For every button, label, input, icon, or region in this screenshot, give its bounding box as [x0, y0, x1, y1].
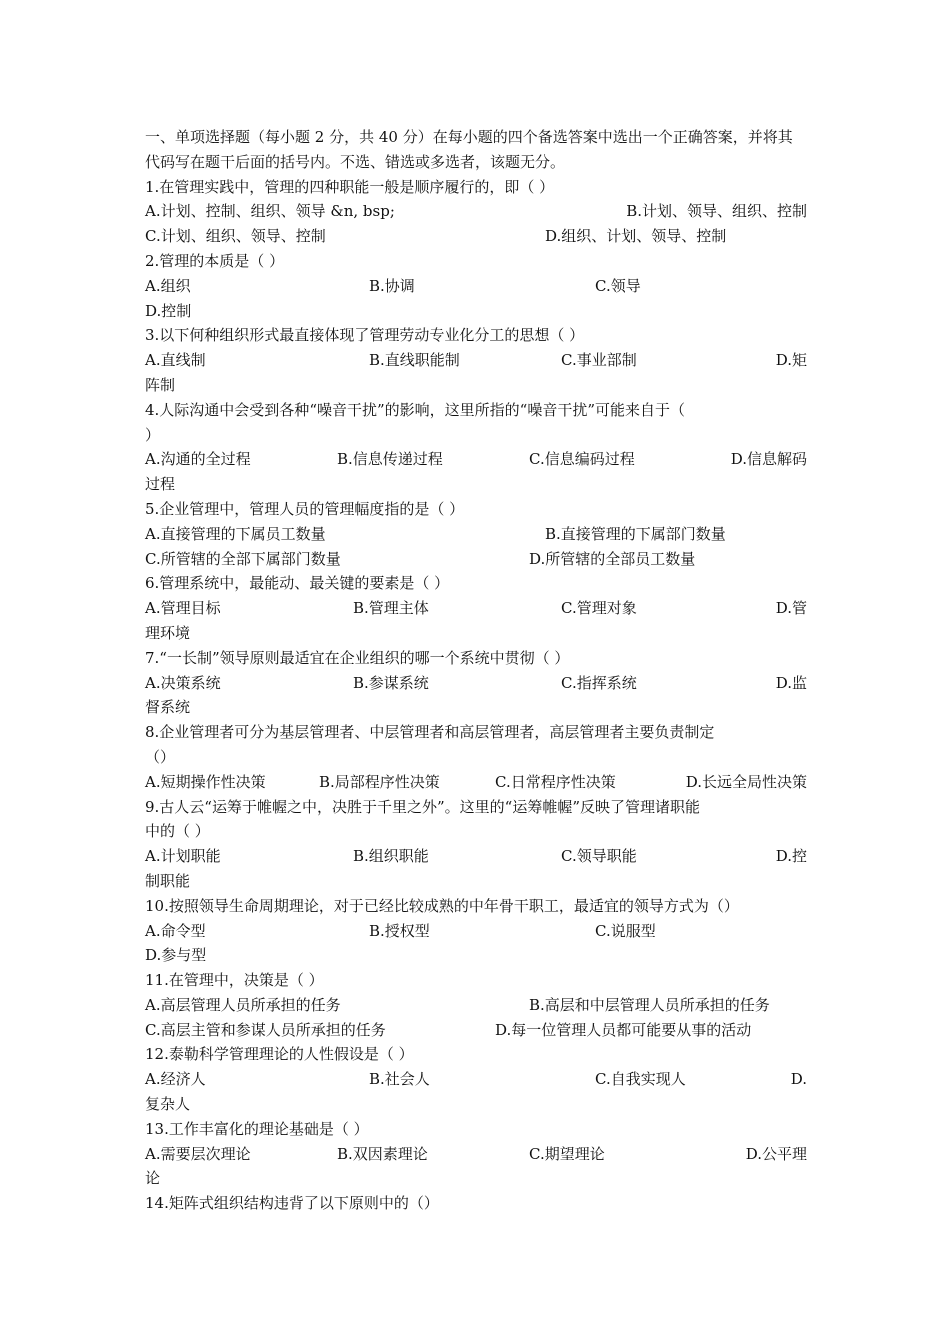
- option-wrap: 理环境: [145, 623, 191, 642]
- option-row: [145, 671, 807, 696]
- option-row: [145, 1142, 807, 1167]
- option-a: A.管理目标: [145, 599, 221, 618]
- section-heading: 一、单项选择题（每小题 2 分，共 40 分）在每小题的四个备选答案中选出一个正确答案，并将其代码写在题干后面的括号内。不选、错选或多选者，该题无分。: [145, 128, 793, 171]
- option-wrap: 督系统: [145, 698, 191, 717]
- question-stem: 6.管理系统中，最能动、最关键的要素是（ ）: [145, 574, 450, 593]
- option-d: D.控制: [145, 301, 192, 320]
- question-stem: 10.按照领导生命周期理论，对于已经比较成熟的中年骨干职工，最适宜的领导方式为（）: [145, 896, 739, 915]
- option-b: B.授权型: [369, 921, 430, 940]
- option-row: [145, 348, 807, 373]
- option-wrap: 论: [145, 1169, 161, 1188]
- option-d: D.每一位管理人员都可能要从事的活动: [495, 1020, 752, 1039]
- option-row: [145, 943, 807, 968]
- option-row: [145, 1067, 807, 1092]
- option-row: [145, 596, 807, 621]
- option-b: B.计划、领导、组织、控制: [626, 202, 807, 221]
- option-c: C.日常程序性决策: [495, 772, 616, 791]
- option-b: B.直线职能制: [369, 351, 460, 370]
- option-wrap: 制职能: [145, 871, 191, 890]
- option-d: D.组织、计划、领导、控制: [545, 227, 727, 246]
- option-d: D.公平理: [745, 1144, 807, 1163]
- question-stem: 8.企业管理者可分为基层管理者、中层管理者和高层管理者，高层管理者主要负责制定: [145, 723, 715, 742]
- option-a: A.沟通的全过程: [145, 450, 251, 469]
- option-a: A.直接管理的下属员工数量: [145, 524, 326, 543]
- option-a: A.计划、控制、组织、领导 &n, bsp;: [145, 202, 395, 221]
- option-wrap: 过程: [145, 475, 176, 494]
- question-stem: 12.泰勒科学管理理论的人性假设是（ ）: [145, 1045, 414, 1064]
- option-c: C.领导: [595, 276, 641, 295]
- question-stem: 9.古人云“运筹于帷幄之中，决胜于千里之外”。这里的“运筹帷幄”反映了管理诸职能: [145, 797, 700, 816]
- option-c: C.管理对象: [561, 599, 637, 618]
- option-b: B.直接管理的下属部门数量: [545, 524, 726, 543]
- option-c: C.计划、组织、领导、控制: [145, 227, 326, 246]
- option-c: C.说服型: [595, 921, 656, 940]
- option-row: [145, 993, 807, 1018]
- option-b: B.协调: [369, 276, 415, 295]
- question-stem: 3.以下何种组织形式最直接体现了管理劳动专业化分工的思想（ ）: [145, 326, 585, 345]
- question-stem: 11.在管理中，决策是（ ）: [145, 971, 324, 990]
- option-d: D.矩: [775, 351, 807, 370]
- option-row: [145, 547, 807, 572]
- document-body: [145, 125, 807, 1216]
- option-c: C.事业部制: [561, 351, 637, 370]
- option-row: [145, 1018, 807, 1043]
- question-stem: 1.在管理实践中，管理的四种职能一般是顺序履行的，即（ ）: [145, 177, 555, 196]
- option-row: [145, 274, 807, 299]
- option-c: C.信息编码过程: [529, 450, 635, 469]
- question-stem: 4.人际沟通中会受到各种“噪音干扰”的影响，这里所指的“噪音干扰”可能来自于（: [145, 400, 685, 419]
- option-c: C.高层主管和参谋人员所承担的任务: [145, 1020, 386, 1039]
- option-c: C.自我实现人: [595, 1070, 686, 1089]
- option-b: B.局部程序性决策: [319, 772, 440, 791]
- option-b: B.组织职能: [353, 847, 429, 866]
- option-row: [145, 770, 807, 795]
- option-d: D.长远全局性决策: [685, 772, 807, 791]
- option-row: [145, 844, 807, 869]
- question-stem: 7.“一长制”领导原则最适宜在企业组织的哪一个系统中贯彻（ ）: [145, 648, 570, 667]
- option-c: C.指挥系统: [561, 673, 637, 692]
- option-b: B.信息传递过程: [337, 450, 443, 469]
- question-stem-continued: 中的（ ）: [145, 822, 210, 841]
- option-d: D.管: [775, 599, 807, 618]
- option-b: B.社会人: [369, 1070, 430, 1089]
- option-wrap: 复杂人: [145, 1095, 191, 1114]
- question-stem: 2.管理的本质是（ ）: [145, 251, 285, 270]
- option-d: D.所管辖的全部员工数量: [529, 549, 696, 568]
- option-b: B.双因素理论: [337, 1144, 428, 1163]
- option-a: A.命令型: [145, 921, 206, 940]
- option-a: A.组织: [145, 276, 191, 295]
- option-row: [145, 199, 807, 224]
- option-d: D.监: [775, 673, 807, 692]
- option-a: A.需要层次理论: [145, 1144, 251, 1163]
- option-c: C.所管辖的全部下属部门数量: [145, 549, 341, 568]
- option-b: B.高层和中层管理人员所承担的任务: [529, 995, 770, 1014]
- question-stem: 13.工作丰富化的理论基础是（ ）: [145, 1119, 369, 1138]
- option-d: D.: [790, 1070, 807, 1089]
- option-row: [145, 919, 807, 944]
- question-stem: 14.矩阵式组织结构违背了以下原则中的（）: [145, 1194, 439, 1213]
- option-d: D.参与型: [145, 946, 207, 965]
- option-row: [145, 224, 807, 249]
- question-stem: 5.企业管理中，管理人员的管理幅度指的是（ ）: [145, 499, 465, 518]
- option-wrap: 阵制: [145, 375, 176, 394]
- option-c: C.期望理论: [529, 1144, 605, 1163]
- option-row: [145, 299, 807, 324]
- option-b: B.参谋系统: [353, 673, 429, 692]
- option-d: D.控: [775, 847, 807, 866]
- option-row: [145, 447, 807, 472]
- option-a: A.决策系统: [145, 673, 221, 692]
- option-a: A.短期操作性决策: [145, 772, 266, 791]
- option-a: A.计划职能: [145, 847, 221, 866]
- question-stem-continued: （）: [145, 747, 176, 766]
- option-a: A.直线制: [145, 351, 206, 370]
- option-a: A.高层管理人员所承担的任务: [145, 995, 341, 1014]
- option-b: B.管理主体: [353, 599, 429, 618]
- question-stem-continued: ）: [145, 425, 161, 444]
- option-c: C.领导职能: [561, 847, 637, 866]
- option-a: A.经济人: [145, 1070, 206, 1089]
- option-row: [145, 522, 807, 547]
- option-d: D.信息解码: [730, 450, 807, 469]
